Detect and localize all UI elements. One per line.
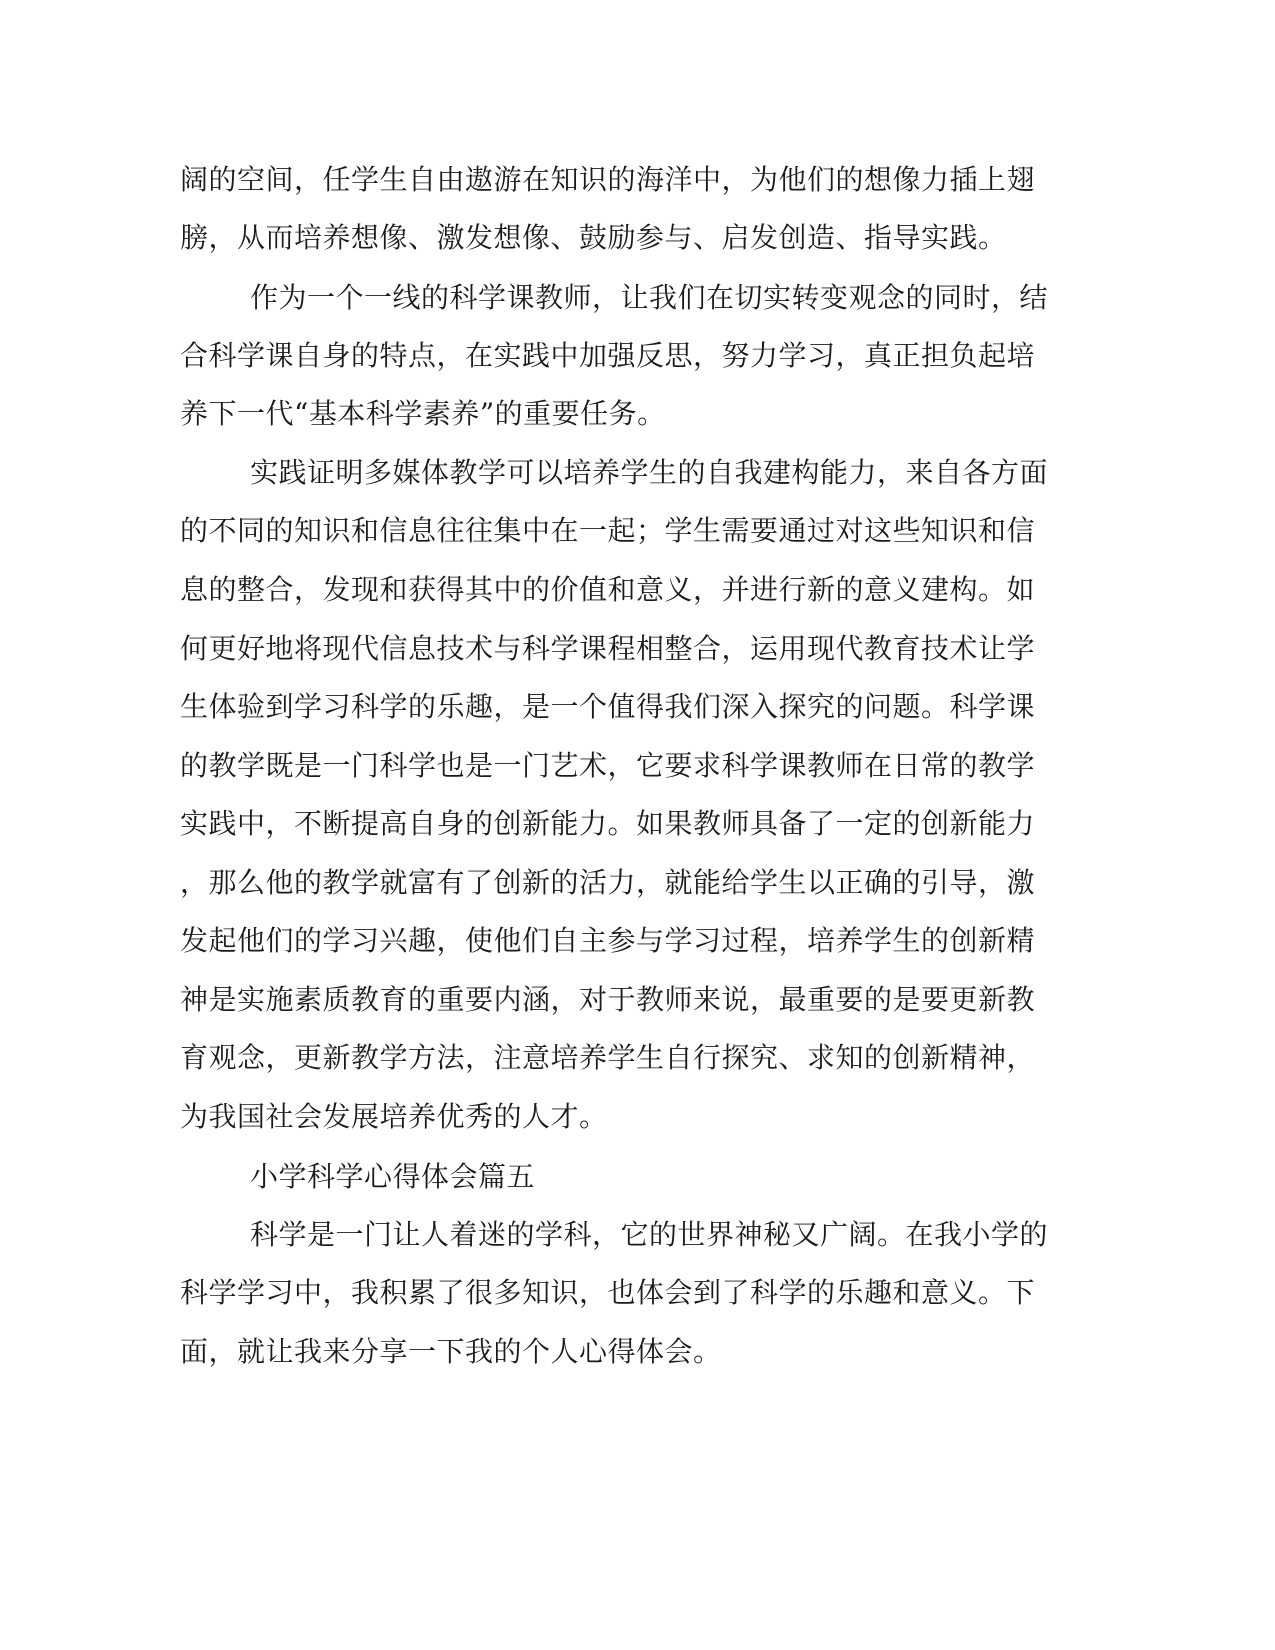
text-line: 科学学习中，我积累了很多知识，也体会到了科学的乐趣和意义。下 xyxy=(180,1276,1036,1309)
text-line: 息的整合，发现和获得其中的价值和意义，并进行新的意义建构。如 xyxy=(180,573,1036,606)
text-line: 膀，从而培养想像、激发想像、鼓励参与、启发创造、指导实践。 xyxy=(180,221,1007,254)
text-line: 为我国社会发展培养优秀的人才。 xyxy=(180,1100,608,1133)
text-line: ，那么他的教学就富有了创新的活力，就能给学生以正确的引导，激 xyxy=(180,866,1036,899)
text-line: 的不同的知识和信息往往集中在一起；学生需要通过对这些知识和信 xyxy=(180,514,1036,547)
section-heading: 小学科学心得体会篇五 xyxy=(250,1160,536,1193)
text-line: 何更好地将现代信息技术与科学课程相整合，运用现代教育技术让学 xyxy=(180,632,1036,665)
text-line: 发起他们的学习兴趣，使他们自主参与学习过程，培养学生的创新精 xyxy=(180,924,1036,957)
paragraph-start-line: 实践证明多媒体教学可以培养学生的自我建构能力，来自各方面 xyxy=(250,456,1049,489)
text-line: 面，就让我来分享一下我的个人心得体会。 xyxy=(180,1335,722,1368)
text-line: 育观念，更新教学方法，注意培养学生自行探究、求知的创新精神， xyxy=(180,1041,1036,1074)
text-line: 合科学课自身的特点，在实践中加强反思，努力学习，真正担负起培 xyxy=(180,339,1036,372)
text-line: 生体验到学习科学的乐趣，是一个值得我们深入探究的问题。科学课 xyxy=(180,690,1036,723)
paragraph-start-line: 作为一个一线的科学课教师，让我们在切实转变观念的同时，结 xyxy=(250,281,1049,314)
paragraph-start-line: 科学是一门让人着迷的学科，它的世界神秘又广阔。在我小学的 xyxy=(250,1218,1049,1251)
text-line: 的教学既是一门科学也是一门艺术，它要求科学课教师在日常的教学 xyxy=(180,749,1036,782)
text-line: 阔的空间，任学生自由遨游在知识的海洋中，为他们的想像力插上翅 xyxy=(180,163,1036,196)
text-line: 神是实施素质教育的重要内涵，对于教师来说，最重要的是要更新教 xyxy=(180,983,1036,1016)
text-line: 实践中，不断提高自身的创新能力。如果教师具备了一定的创新能力 xyxy=(180,807,1036,840)
text-line: 养下一代“基本科学素养”的重要任务。 xyxy=(180,397,666,430)
